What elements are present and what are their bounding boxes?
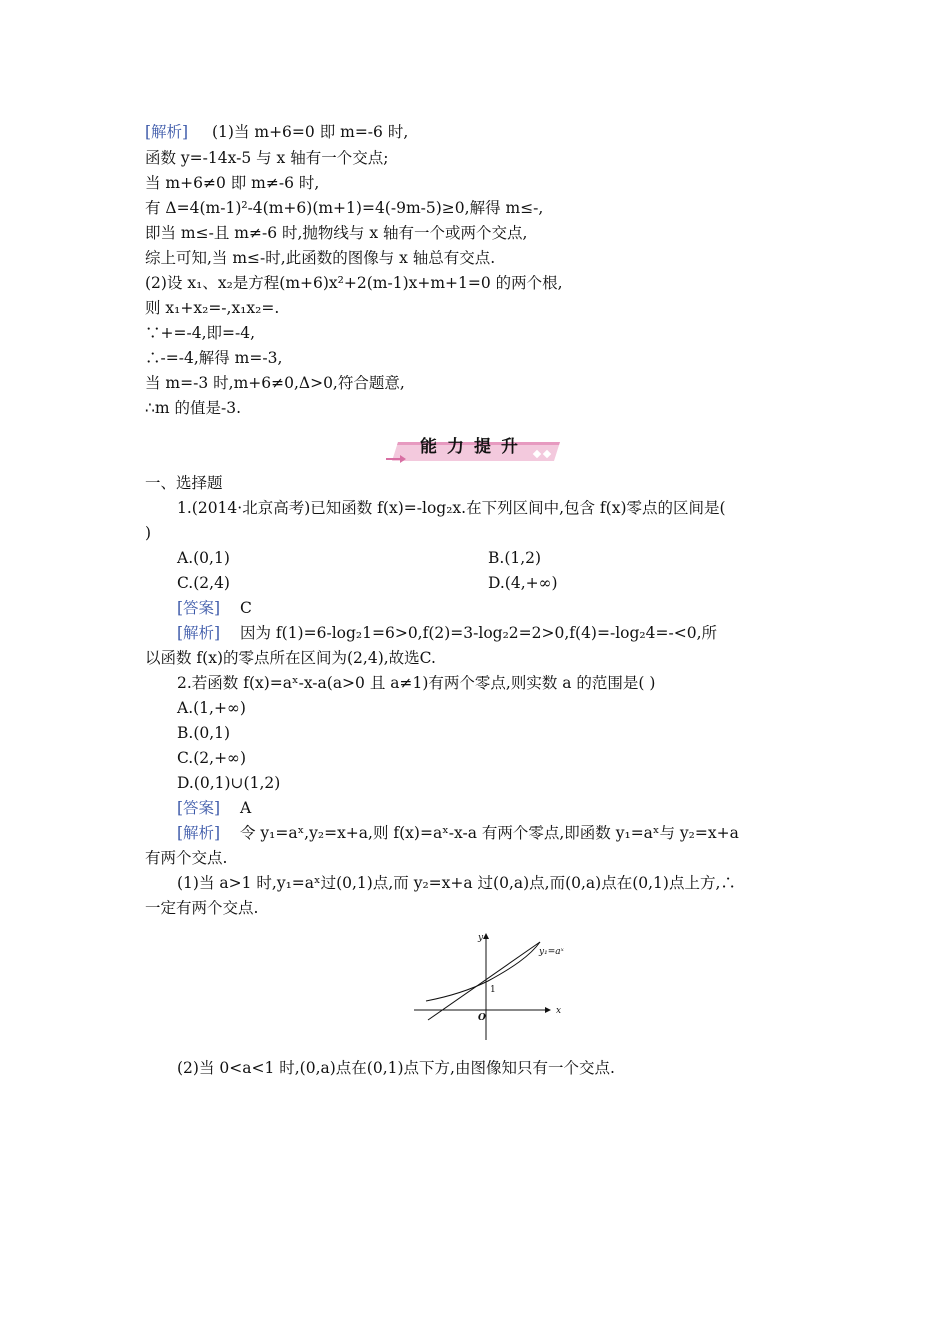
option-a: A.(1,+∞)	[177, 699, 246, 717]
analysis-line: ∵+=-4,即=-4,	[145, 324, 256, 342]
option-a: A.(0,1)	[177, 549, 230, 567]
answer-line	[177, 796, 847, 821]
analysis-line: (2)设 x₁、x₂是方程(m+6)x²+2(m-1)x+m+1=0 的两个根,	[145, 274, 563, 292]
analysis-tag: [解析]	[177, 624, 221, 642]
analysis-line: 则 x₁+x₂=-,x₁x₂=.	[145, 299, 280, 317]
analysis-line: 一定有两个交点.	[145, 899, 259, 917]
analysis-line	[177, 821, 847, 846]
curve-label: y₁=aˣ	[539, 947, 564, 957]
analysis-line: 综上可知,当 m≤-时,此函数的图像与 x 轴总有交点.	[145, 249, 496, 267]
answer-tag: [答案]	[177, 599, 221, 617]
tick-one-label: 1	[490, 985, 496, 995]
origin-label: O	[478, 1013, 486, 1023]
analysis-line: 函数 y=-14x-5 与 x 轴有一个交点;	[145, 149, 389, 167]
question-1-stem: 1.(2014·北京高考)已知函数 f(x)=-log₂x.在下列区间中,包含 f(x)零点的区间是(	[177, 499, 726, 517]
x-axis-label: x	[556, 1006, 562, 1016]
option-c: C.(2,+∞)	[177, 749, 247, 767]
analysis-tag: [解析]	[145, 123, 189, 141]
option-b: B.(1,2)	[488, 549, 542, 567]
analysis-text: 因为 f(1)=6-log₂1=6>0,f(2)=3-log₂2=2>0,f(4)=-log₂4=-<0,所	[239, 624, 717, 642]
function-graph	[412, 928, 572, 1044]
answer-line	[177, 596, 847, 621]
analysis-line: 以函数 f(x)的零点所在区间为(2,4),故选C.	[145, 649, 436, 667]
analysis-text: (1)当 m+6=0 即 m=-6 时,	[211, 123, 409, 141]
analysis-line	[177, 621, 847, 646]
option-c: C.(2,4)	[177, 574, 230, 592]
analysis-line: 有两个交点.	[145, 849, 228, 867]
question-1-stem-end: )	[145, 524, 152, 542]
analysis-line: ∴-=-4,解得 m=-3,	[145, 349, 283, 367]
answer-tag: [答案]	[177, 799, 221, 817]
answer-value: C	[239, 599, 252, 617]
analysis-line: 即当 m≤-且 m≠-6 时,抛物线与 x 轴有一个或两个交点,	[145, 224, 528, 242]
question-2-stem: 2.若函数 f(x)=aˣ-x-a(a>0 且 a≠1)有两个零点,则实数 a 的范围是( )	[177, 674, 656, 692]
analysis-line	[145, 120, 815, 145]
analysis-line: 当 m=-3 时,m+6≠0,Δ>0,符合题意,	[145, 374, 405, 392]
analysis-line: 当 m+6≠0 即 m≠-6 时,	[145, 174, 320, 192]
analysis-text: 令 y₁=aˣ,y₂=x+a,则 f(x)=aˣ-x-a 有两个零点,即函数 y₁=aˣ与 y₂=x+a	[239, 824, 739, 842]
section-title: 一、选择题	[145, 474, 223, 492]
exponential-curve	[426, 942, 540, 1001]
analysis-line: (2)当 0<a<1 时,(0,a)点在(0,1)点下方,由图像知只有一个交点.	[177, 1059, 615, 1077]
banner-title: 能力提升	[420, 437, 528, 457]
option-d: D.(4,+∞)	[488, 574, 558, 592]
y-axis-label: y	[478, 933, 484, 943]
option-d: D.(0,1)∪(1,2)	[177, 774, 281, 792]
analysis-line: 有 Δ=4(m-1)²-4(m+6)(m+1)=4(-9m-5)≥0,解得 m≤-,	[145, 199, 544, 217]
line-curve	[428, 942, 540, 1020]
section-banner	[384, 430, 564, 464]
option-b: B.(0,1)	[177, 724, 231, 742]
analysis-line: (1)当 a>1 时,y₁=aˣ过(0,1)点,而 y₂=x+a 过(0,a)点,而(0,a)点在(0,1)点上方,∴	[177, 874, 736, 892]
analysis-line: ∴m 的值是-3.	[145, 399, 242, 417]
analysis-tag: [解析]	[177, 824, 221, 842]
answer-value: A	[239, 799, 252, 817]
